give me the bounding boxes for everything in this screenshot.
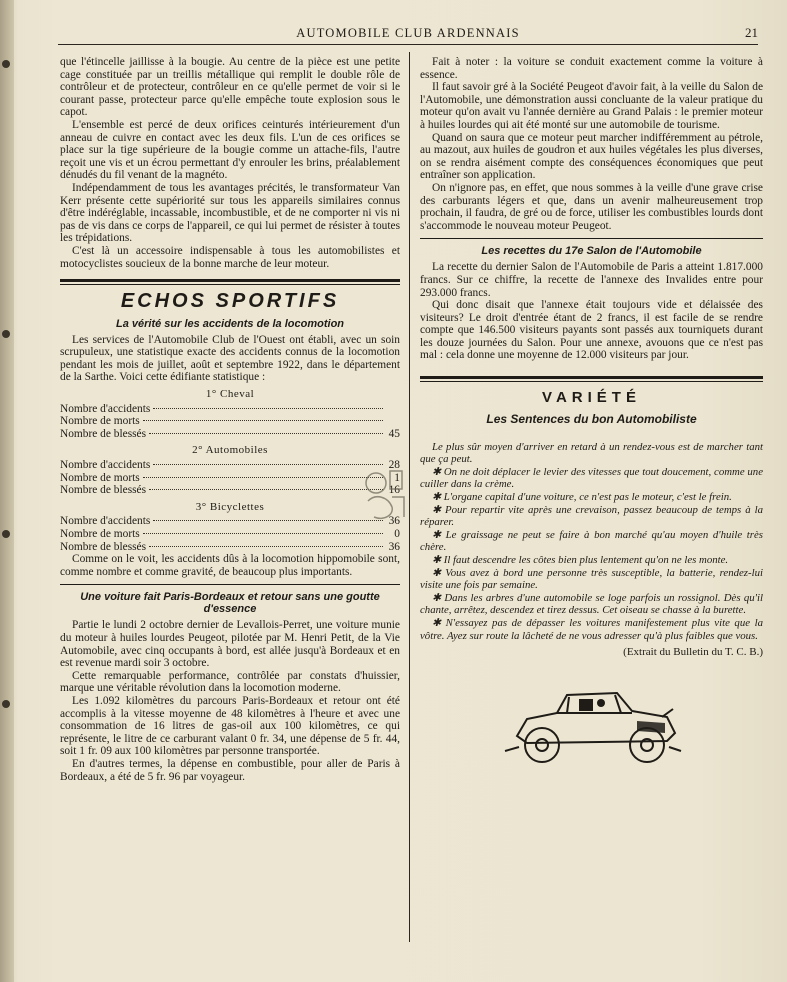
statistics-group-heading: 3° Bicyclettes [195, 500, 265, 513]
paragraph: On n'ignore pas, en effet, que nous sommes à la veille d'une grave crise des carburants légers et que, dans un avenir malheureusement trop prochain, il faudra, de gré ou de force, utiliser les combustibles lourds dont s'accommode le nouveau moteur Peugeot. [420, 181, 763, 232]
statistics-table [60, 388, 400, 553]
sentence: ✱ Il faut descendre les côtes bien plus lentement qu'on ne les monte. [432, 554, 729, 566]
sentence: ✱ Vous avez à bord une personne très susceptible, la batterie, rendez-lui visite une fois par semaine. [420, 566, 763, 592]
divider [420, 238, 763, 239]
vintage-car-illustration [497, 681, 687, 769]
sentences-list [420, 441, 763, 643]
statistics-value: 16 [388, 484, 400, 497]
statistics-row [60, 515, 400, 528]
statistics-value: 36 [388, 540, 400, 553]
leader-dots [149, 489, 383, 490]
leader-dots [153, 408, 383, 409]
sentence: ✱ On ne doit déplacer le levier des vitesses que tout doucement, comme une cuiller dans la crème. [420, 465, 763, 491]
statistics-row [60, 415, 400, 428]
binding-tack [2, 330, 10, 338]
statistics-group-heading: 1° Cheval [205, 388, 255, 401]
binding-edge [0, 0, 14, 982]
statistics-group-heading: 2° Automobiles [192, 444, 268, 457]
statistics-value: 45 [388, 427, 400, 440]
paragraph: Indépendamment de tous les avantages précités, le transformateur Van Kerr présente cette supériorité sur tous les appareils similaires connus d'être indéréglable, incassable, incombustible, et de ne comporter ni vis ni pas de vis dans ce corps de l'appareil, ce qui lui permet de résister à toutes les trépidations. [60, 181, 400, 245]
paragraph: L'ensemble est percé de deux orifices ceinturés intérieurement d'un anneau de cuivre en contact avec les deux fils. L'un de ces orifices se place sur la tige supérieure de la bougie comme un attache-fils, l'autre reçoit une vis et un écrou permettant d'y enrouler les brins, préalablement dénudés du fil venant de la magnéto. [60, 118, 400, 182]
sentence: ✱ Le graissage ne peut se faire à bon marché qu'au moyen d'huile très chère. [420, 528, 763, 554]
section-rule [420, 376, 763, 382]
paragraph: Fait à noter : la voiture se conduit exactement comme la voiture à essence. [420, 56, 763, 81]
paragraph: Cette remarquable performance, contrôlée par constats d'huissier, marque une véritable révolution dans la locomotion moderne. [60, 669, 400, 695]
paragraph: C'est là un accessoire indispensable à tous les automobilistes et motocyclistes soucieux de la bonne marche de leur moteur. [60, 244, 400, 270]
statistics-label: Nombre de blessés [60, 427, 147, 440]
paragraph: Les 1.092 kilomètres du parcours Paris-Bordeaux et retour ont été accomplis à la vitesse moyenne de 48 kilomètres à l'heure et avec une consommation de 16 litres de gas-oil aux 100 kilomètres, ce qui représente, le litre de ce carburant valant 0 fr. 34, une dépense de 5 fr. 44, soit 1 fr. 09 aux 100 kilomètres par personne transportée. [60, 694, 400, 758]
paragraph: Comme on le voit, les accidents dûs à la locomotion hippomobile sont, comme nombre et comme gravité, de beaucoup plus importants. [60, 553, 400, 578]
leader-dots [149, 433, 383, 434]
statistics-label: Nombre de morts [60, 528, 140, 540]
paragraph: Qui donc disait que l'annexe était toujours vide et délaissée des visiteurs? Le droit d'entrée étant de 2 francs, il est facile de se rendre compte que 146.500 visiteurs payants sont passés aux tourniquets durant les douze journées du Salon. Pour une annexe, avouons que ce n'est pas mal : cela donne une moyenne de 12.000 visiteurs par jour. [420, 299, 763, 362]
statistics-value: 28 [388, 459, 400, 472]
statistics-label: Nombre d'accidents [60, 515, 151, 528]
statistics-value: 36 [388, 515, 400, 528]
header-title: AUTOMOBILE CLUB ARDENNAIS [296, 26, 520, 40]
statistics-row [60, 484, 400, 497]
statistics-label: Nombre de morts [60, 471, 140, 484]
paragraph: Quand on saura que ce moteur peut marcher indifféremment au pétrole, au mazout, aux huiles de goudron et aux huiles végétales les plus diverses, on se rendra aisément compte des conséquences économiques que peut entraîner son application. [420, 131, 763, 182]
section-rule [60, 279, 400, 285]
statistics-label: Nombre de blessés [60, 540, 147, 553]
article-title: Les Sentences du bon Automobiliste [486, 411, 697, 426]
binding-tack [2, 700, 10, 708]
divider [60, 584, 400, 585]
paragraph: Il faut savoir gré à la Société Peugeot d'avoir fait, à la veille du Salon de l'Automobile, une démonstration aussi concluante de la valeur pratique du moteur qu'on avait vu l'année dernière au Grand Palais : le premier moteur à huiles lourdes qui ait été monté sur une automobile de tourisme. [420, 81, 763, 131]
statistics-value: 1 [394, 471, 400, 484]
statistics-row [60, 428, 400, 441]
section-title: ECHOS SPORTIFS [120, 290, 340, 313]
article-title: La vérité sur les accidents de la locomotion [115, 317, 345, 330]
statistics-label: Nombre d'accidents [60, 402, 151, 415]
statistics-row [60, 403, 400, 416]
binding-tack [2, 530, 10, 538]
statistics-value: 0 [394, 528, 400, 540]
sentence: ✱ N'essayez pas de dépasser les voitures manifestement plus vite que la vôtre. Ayez sur route la lâcheté de ne vous adresser qu'à plus faibles que vous. [420, 616, 763, 642]
leader-dots [143, 420, 383, 421]
statistics-row [60, 472, 400, 485]
section-title: VARIÉTÉ [542, 389, 641, 407]
right-column [420, 56, 763, 769]
running-header [58, 24, 758, 45]
left-column [60, 56, 400, 783]
statistics-row [60, 459, 400, 472]
leader-dots [153, 464, 383, 465]
binding-tack [2, 60, 10, 68]
sentence: ✱ Dans les arbres d'une automobile se loge parfois un rossignol. Dès qu'il chante, arrêtez, descendez et tirez dessus. Cet oiseau se chasse à la burette. [420, 591, 763, 617]
leader-dots [143, 477, 383, 478]
paragraph: Les services de l'Automobile Club de l'Ouest ont établi, avec un soin scrupuleux, une statistique exacte des accidents connus de la locomotion pendant les mois de juillet, août et septembre 1922, dans le département de la Sarthe. Voici cette édifiante statistique : [60, 333, 400, 384]
statistics-label: Nombre de blessés [60, 484, 147, 497]
library-stamp-icon [362, 467, 408, 527]
source-credit: (Extrait du Bulletin du T. C. B.) [623, 646, 763, 659]
sentence: Le plus sûr moyen d'arriver en retard à un rendez-vous est de marcher tant que ça peut. [420, 440, 763, 466]
page-number: 21 [745, 25, 758, 40]
statistics-row [60, 528, 400, 541]
statistics-row [60, 541, 400, 554]
statistics-label: Nombre d'accidents [60, 459, 151, 472]
article-title: Les recettes du 17e Salon de l'Automobile [481, 245, 702, 258]
paragraph: La recette du dernier Salon de l'Automobile de Paris a atteint 1.817.000 francs. Sur ce chiffre, la recette de l'annexe des Invalides entre pour 293.000 francs. [420, 261, 763, 299]
paragraph: Partie le lundi 2 octobre dernier de Levallois-Perret, une voiture munie du moteur à huiles lourdes Peugeot, pilotée par M. Henri Petit, de la Vie Automobile, avec cinq occupants à bord, est allée jusqu'à Bordeaux et en est revenue mardi soir 3 octobre. [60, 619, 400, 670]
paragraph: que l'étincelle jaillisse à la bougie. Au centre de la pièce est une petite cage constituée par un treillis métallique qui remplit le double rôle de contrôleur et de protecteur, contrôleur en ce qu'elle permet de voir si le courant passe, protecteur parce qu'elle empêche toute explosion sous le capot. [60, 56, 400, 119]
paragraph: En d'autres termes, la dépense en combustible, pour aller de Paris à Bordeaux, a été de 5 fr. 96 par voyageur. [60, 757, 400, 783]
column-divider [409, 52, 410, 942]
sentence: ✱ Pour repartir vite après une crevaison, passez beaucoup de temps à la réparer. [420, 503, 763, 529]
statistics-label: Nombre de morts [60, 415, 140, 428]
leader-dots [153, 520, 383, 521]
article-title: Une voiture fait Paris-Bordeaux et retour sans une goutte d'essence [80, 591, 380, 616]
leader-dots [149, 546, 383, 547]
sentence: ✱ L'organe capital d'une voiture, ce n'est pas le moteur, c'est le frein. [432, 491, 732, 504]
leader-dots [143, 533, 383, 534]
